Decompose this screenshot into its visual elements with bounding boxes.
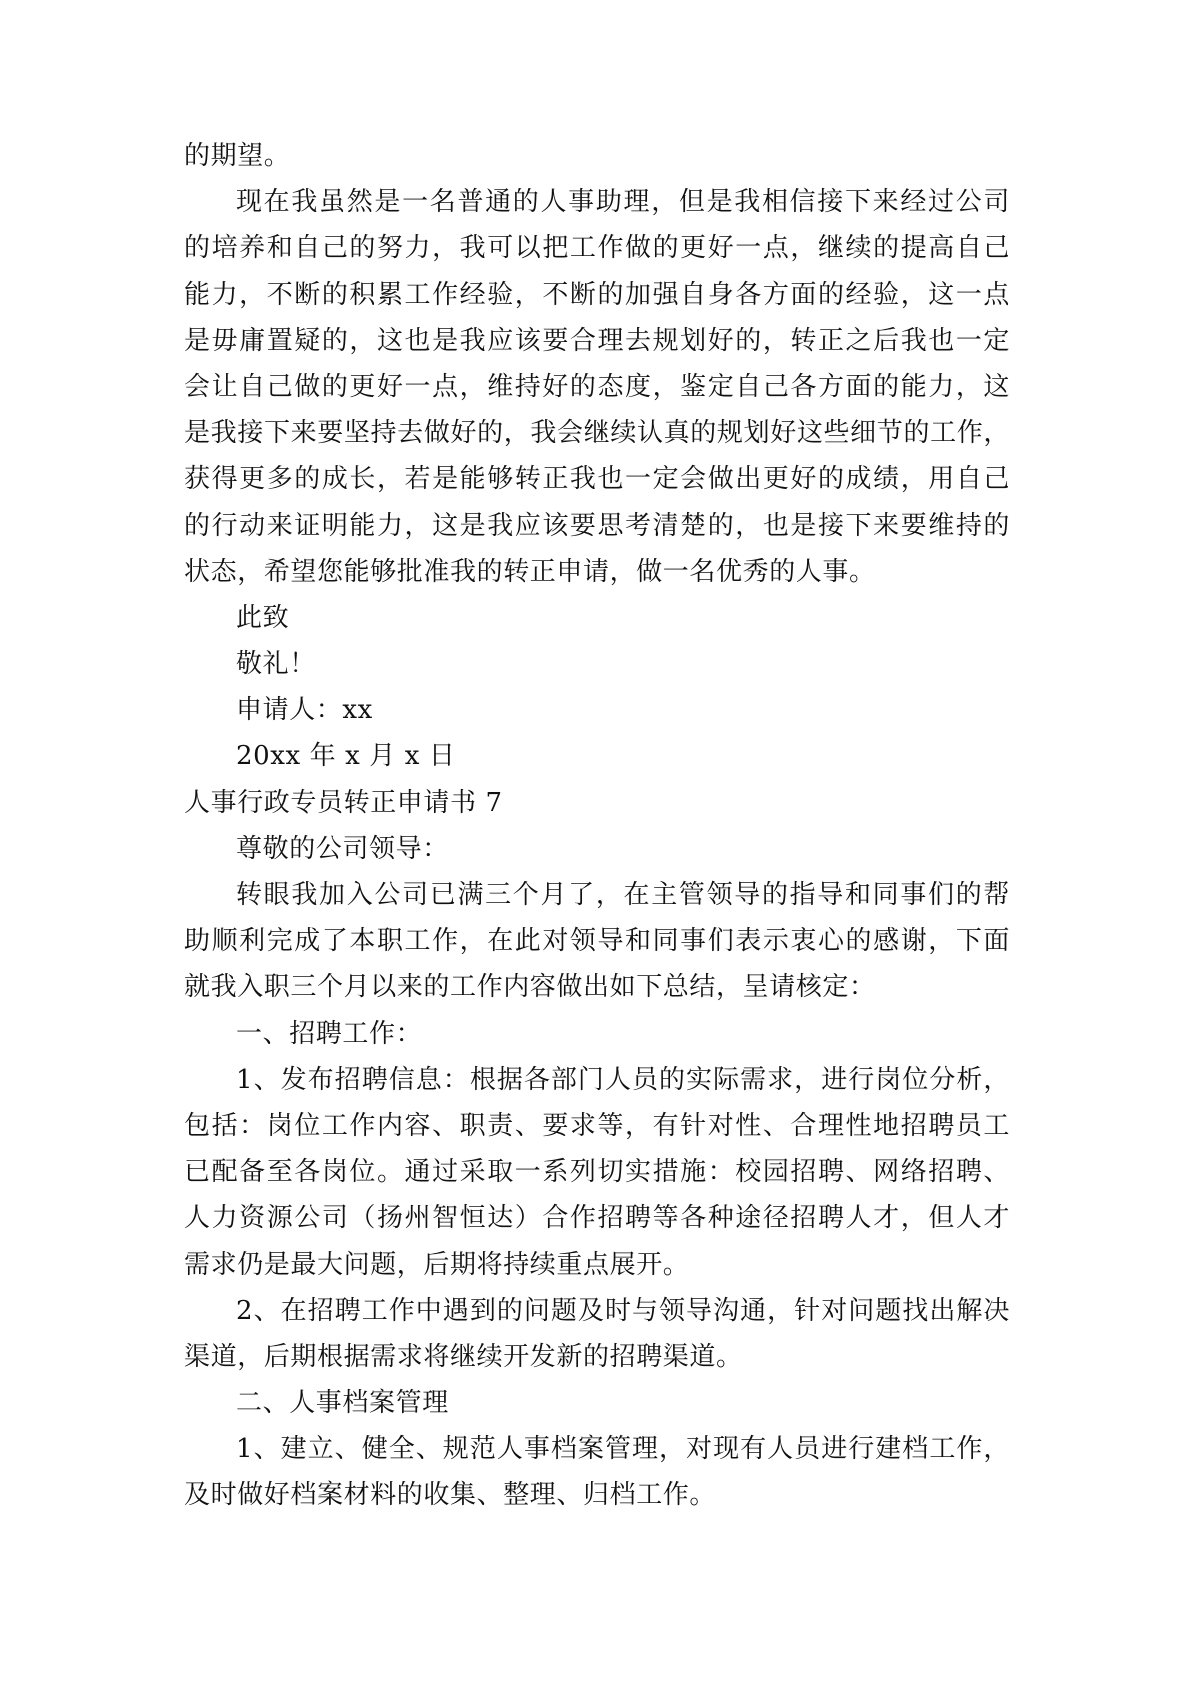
text-line: 是毋庸置疑的，这也是我应该要合理去规划好的，转正之后我也一定 <box>184 325 1010 356</box>
text-line: 申请人：xx <box>236 695 373 726</box>
text-line: 就我入职三个月以来的工作内容做出如下总结，呈请核定： <box>184 972 876 1003</box>
text-line: 此致 <box>236 602 290 633</box>
text-line: 及时做好档案材料的收集、整理、归档工作。 <box>184 1480 717 1511</box>
text-line: 需求仍是最大问题，后期将持续重点展开。 <box>184 1249 690 1280</box>
text-line: 包括：岗位工作内容、职责、要求等，有针对性、合理性地招聘员工 <box>184 1110 1010 1141</box>
text-line: 现在我虽然是一名普通的人事助理，但是我相信接下来经过公司 <box>236 187 1010 218</box>
text-line: 是我接下来要坚持去做好的，我会继续认真的规划好这些细节的工作， <box>184 418 1010 449</box>
text-line: 2、在招聘工作中遇到的问题及时与领导沟通，针对问题找出解决 <box>236 1295 1010 1326</box>
document-body <box>184 133 1010 1519</box>
text-line: 20xx 年 x 月 x 日 <box>236 741 456 772</box>
text-line: 的期望。 <box>184 141 291 171</box>
text-line: 获得更多的成长，若是能够转正我也一定会做出更好的成绩，用自己 <box>184 464 1010 495</box>
text-line: 二、人事档案管理 <box>236 1388 449 1419</box>
text-line: 敬礼！ <box>236 649 316 680</box>
text-line: 一、招聘工作： <box>236 1018 423 1049</box>
text-line: 1、建立、健全、规范人事档案管理，对现有人员进行建档工作， <box>236 1434 1010 1465</box>
text-line: 会让自己做的更好一点，维持好的态度，鉴定自己各方面的能力，这 <box>184 371 1010 402</box>
text-line: 尊敬的公司领导： <box>236 833 449 864</box>
text-line: 转眼我加入公司已满三个月了，在主管领导的指导和同事们的帮 <box>236 880 1010 910</box>
text-line: 的行动来证明能力，这是我应该要思考清楚的，也是接下来要维持的 <box>184 510 1010 541</box>
text-line: 人力资源公司（扬州智恒达）合作招聘等各种途径招聘人才，但人才 <box>184 1203 1010 1234</box>
text-line: 状态，希望您能够批准我的转正申请，做一名优秀的人事。 <box>184 556 876 587</box>
text-line: 助顺利完成了本职工作，在此对领导和同事们表示衷心的感谢，下面 <box>184 926 1010 957</box>
text-line: 渠道，后期根据需求将继续开发新的招聘渠道。 <box>184 1341 743 1372</box>
text-line: 已配备至各岗位。通过采取一系列切实措施：校园招聘、网络招聘、 <box>184 1157 1010 1188</box>
text-line: 1、发布招聘信息：根据各部门人员的实际需求，进行岗位分析， <box>236 1064 1010 1095</box>
text-line: 能力，不断的积累工作经验，不断的加强自身各方面的经验，这一点 <box>184 279 1010 310</box>
text-line: 人事行政专员转正申请书 7 <box>184 787 503 818</box>
text-line: 的培养和自己的努力，我可以把工作做的更好一点，继续的提高自己 <box>184 233 1010 264</box>
